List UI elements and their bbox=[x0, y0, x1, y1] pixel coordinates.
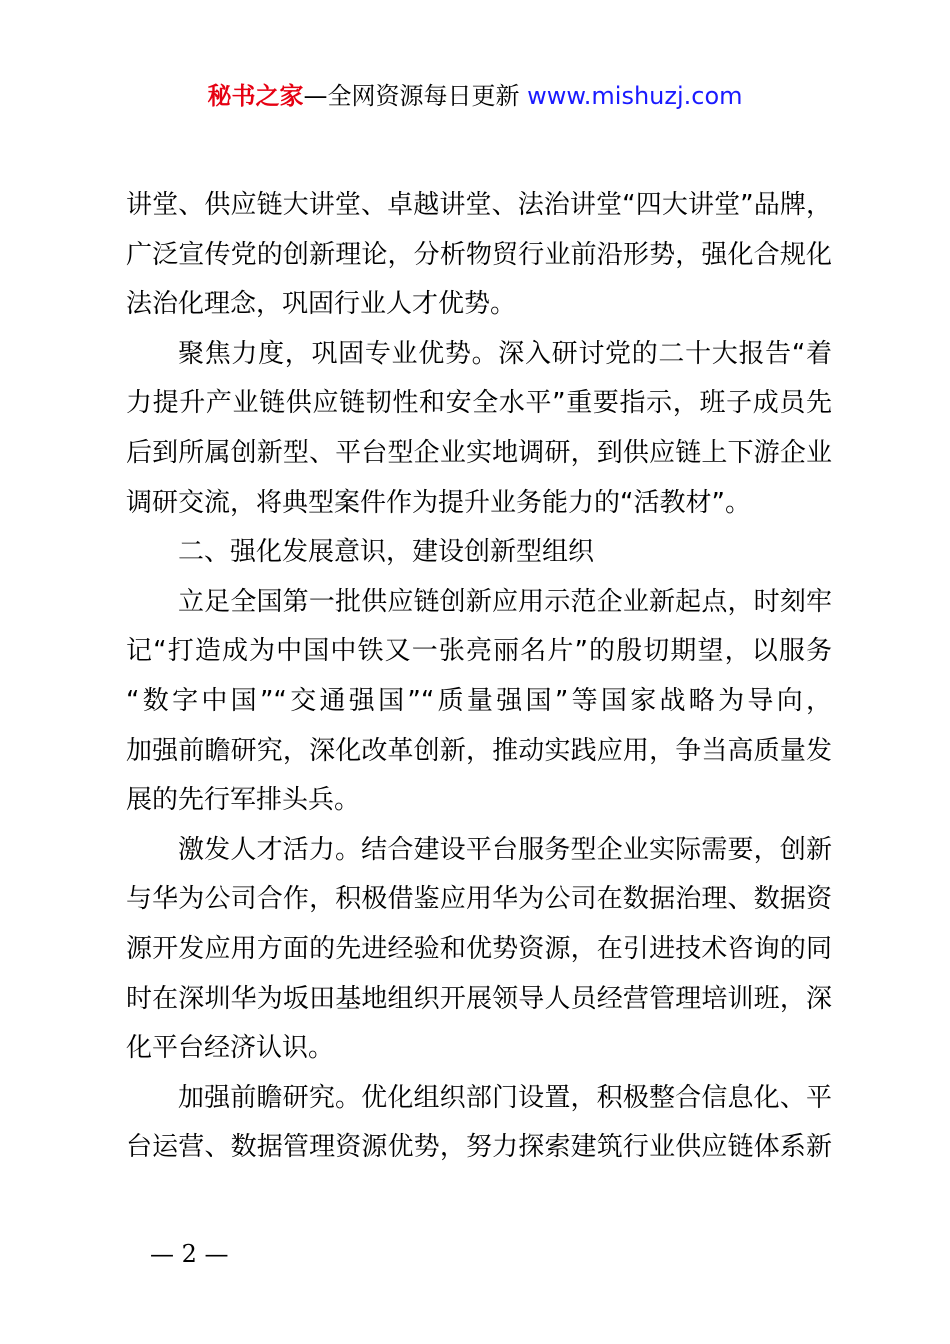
page-number: — 2 — bbox=[150, 1240, 229, 1268]
text-line: 后到所属创新型、平台型企业实地调研，到供应链上下游企业 bbox=[126, 437, 832, 468]
text-line: 时在深圳华为坂田基地组织开展领导人员经营管理培训班，深 bbox=[126, 983, 832, 1014]
text-line: 立足全国第一批供应链创新应用示范企业新起点，时刻牢 bbox=[178, 586, 832, 617]
text-line: 广泛宣传党的创新理论，分析物贸行业前沿形势，强化合规化 bbox=[126, 239, 832, 270]
page-header bbox=[0, 78, 950, 114]
text-line: 源开发应用方面的先进经验和优势资源，在引进技术咨询的同 bbox=[126, 933, 832, 964]
text-line: 与华为公司合作，积极借鉴应用华为公司在数据治理、数据资 bbox=[126, 884, 832, 915]
document-body bbox=[126, 181, 832, 1173]
text-line: 展的先行军排头兵。 bbox=[126, 785, 361, 816]
text-line: 加强前瞻研究，深化改革创新，推动实践应用，争当高质量发 bbox=[126, 735, 832, 766]
brand-name: 秘书之家 bbox=[207, 82, 304, 110]
text-line: 法治化理念，巩固行业人才优势。 bbox=[126, 289, 517, 320]
text-line: 台运营、数据管理资源优势，努力探索建筑行业供应链体系新 bbox=[126, 1132, 832, 1163]
text-line: 力提升产业链供应链韧性和安全水平”重要指示，班子成员先 bbox=[126, 388, 832, 419]
paragraph-heading-line: 聚焦力度，巩固专业优势。深入研讨党的二十大报告“着 bbox=[178, 338, 832, 369]
text-line: 记“打造成为中国中铁又一张亮丽名片”的殷切期望，以服务 bbox=[126, 636, 832, 667]
text-line: “数字中国”“交通强国”“质量强国”等国家战略为导向， bbox=[126, 685, 832, 716]
text-line: 讲堂、供应链大讲堂、卓越讲堂、法治讲堂“四大讲堂”品牌， bbox=[126, 190, 832, 220]
text-line: 调研交流，将典型案件作为提升业务能力的“活教材”。 bbox=[126, 487, 751, 518]
paragraph-heading-line: 激发人才活力。结合建设平台服务型企业实际需要，创新 bbox=[178, 834, 832, 865]
text-line: 化平台经济认识。 bbox=[126, 1033, 335, 1064]
section-heading: 二、强化发展意识，建设创新型组织 bbox=[178, 537, 595, 568]
site-url[interactable]: www.mishuzj.com bbox=[527, 82, 743, 110]
header-tagline: —全网资源每日更新 bbox=[303, 82, 520, 110]
paragraph-heading-line: 加强前瞻研究。优化组织部门设置，积极整合信息化、平 bbox=[178, 1082, 832, 1113]
